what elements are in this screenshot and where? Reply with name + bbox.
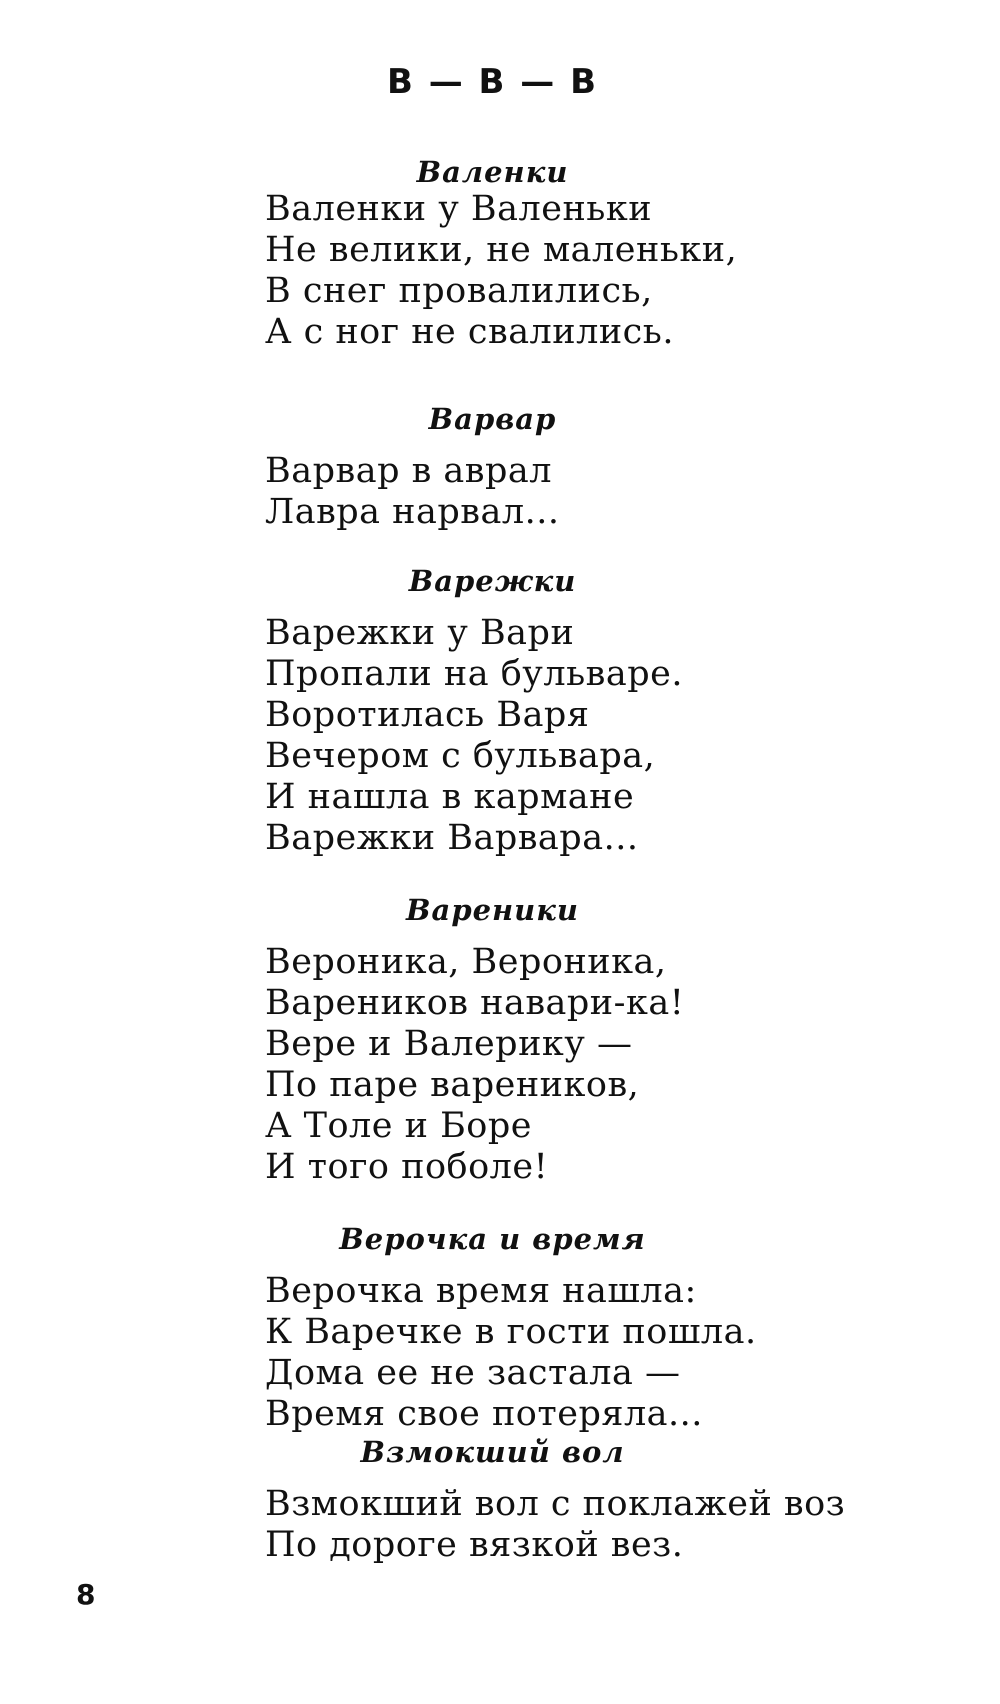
poem-title: Вареники: [406, 893, 579, 927]
poem-line: И того поболе!: [265, 1147, 549, 1187]
poem-line: Верочка время нашла:: [265, 1271, 697, 1311]
poem-title: Варвар: [428, 402, 557, 436]
poem-line: Варежки у Вари: [265, 613, 575, 653]
poem-line: Вареников навари-ка!: [265, 983, 685, 1023]
poem-line: В снег провалились,: [265, 271, 653, 311]
poem-line: Варежки Варвара...: [265, 818, 639, 858]
poem-title: Верочка и время: [339, 1222, 646, 1256]
poem-line: И нашла в кармане: [265, 777, 635, 817]
poem-line: Варвар в аврал: [265, 451, 552, 491]
poem-line: Взмокший вол с поклажей воз: [265, 1484, 846, 1524]
poem-line: Лавра нарвал...: [265, 492, 560, 532]
poem-title: Валенки: [416, 155, 569, 189]
poem-line: А Толе и Боре: [265, 1106, 532, 1146]
poem-line: Вечером с бульвара,: [265, 736, 656, 776]
poem-line: Время свое потеряла...: [265, 1394, 703, 1434]
poem-line: Дома ее не застала —: [265, 1353, 681, 1393]
poem-lines: [265, 189, 737, 353]
poem-line: Вероника, Вероника,: [265, 942, 667, 982]
poem-line: По дороге вязкой вез.: [265, 1525, 684, 1565]
poem-line: Вере и Валерику —: [265, 1024, 633, 1064]
page-heading: В — В — В: [386, 62, 599, 102]
poem-title: Варежки: [408, 564, 577, 598]
poem-line: По паре вареников,: [265, 1065, 640, 1105]
page-number: 8: [76, 1578, 96, 1611]
poem-line: Воротилась Варя: [265, 695, 590, 735]
poem-lines: [265, 1271, 757, 1435]
poem-lines: [265, 451, 559, 533]
poem-line: Пропали на бульваре.: [265, 654, 683, 694]
poem-line: К Варечке в гости пошла.: [265, 1312, 757, 1352]
poem-lines: [265, 942, 684, 1188]
poem-line: А с ног не свалились.: [265, 312, 674, 352]
poem-title: Взмокший вол: [360, 1435, 625, 1469]
poem-lines: [265, 613, 683, 859]
poem-lines: [265, 1484, 845, 1566]
poem-line: Не велики, не маленьки,: [265, 230, 738, 270]
poem-line: Валенки у Валеньки: [265, 189, 653, 229]
